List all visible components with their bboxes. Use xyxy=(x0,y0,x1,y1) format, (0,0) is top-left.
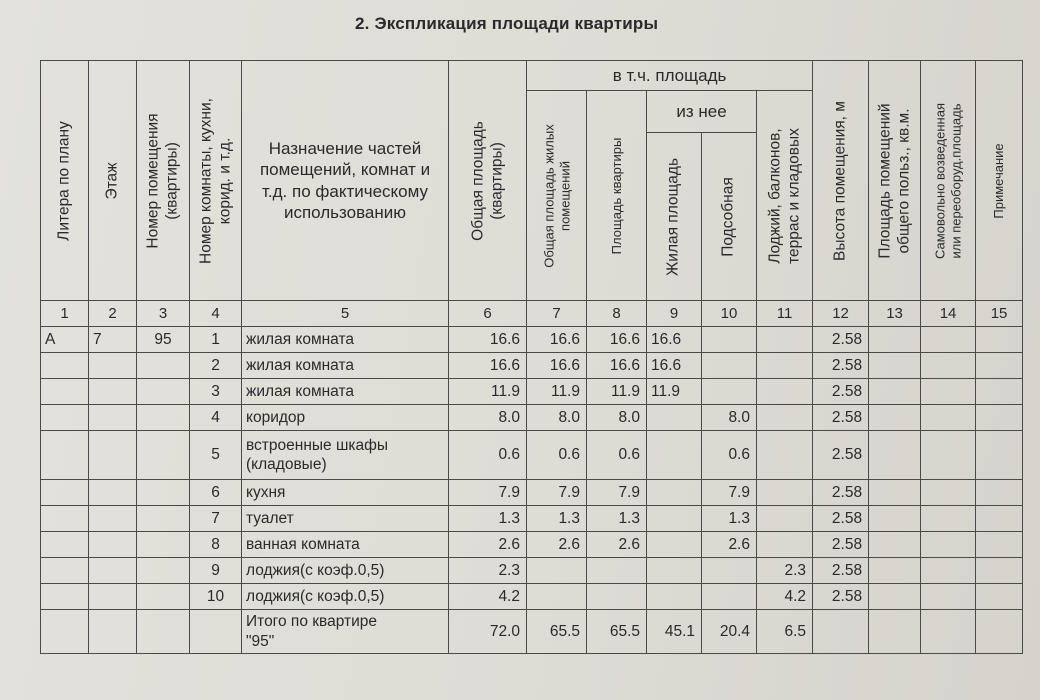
cell-obshchaya: 8.0 xyxy=(449,405,527,431)
table-row xyxy=(41,379,1023,405)
cell-obshchego-polz xyxy=(869,506,921,532)
cell-pomeshchenie: 95 xyxy=(137,327,190,353)
cell-naznachenie: туалет xyxy=(242,506,449,532)
cell-pomeshchenie xyxy=(137,558,190,584)
cell-pomeshchenie xyxy=(137,584,190,610)
cell-obshch-zhil xyxy=(527,584,587,610)
cell-obshch-zhil: 0.6 xyxy=(527,431,587,480)
cell-obshchego-polz xyxy=(869,480,921,506)
cell-obshchaya: 2.3 xyxy=(449,558,527,584)
cell-lodzhii: 4.2 xyxy=(757,584,813,610)
cell-naznachenie: жилая комната xyxy=(242,353,449,379)
cell-samovolno xyxy=(921,405,976,431)
cell-podsobnaya xyxy=(702,327,757,353)
header-etazh: Этаж xyxy=(89,61,137,301)
header-ploshchad-kvartiry: Площадь квартиры xyxy=(587,91,647,301)
cell-ploshchad-kv: 11.9 xyxy=(587,379,647,405)
cell-vysota: 2.58 xyxy=(813,558,869,584)
cell-komnata: 9 xyxy=(190,558,242,584)
cell-obshchaya: 0.6 xyxy=(449,431,527,480)
cell-lodzhii xyxy=(757,379,813,405)
cell-obshchaya: 16.6 xyxy=(449,327,527,353)
header-group-v-tch: в т.ч. площадь xyxy=(527,61,813,91)
cell-samovolno xyxy=(921,506,976,532)
cell-obshchaya: 11.9 xyxy=(449,379,527,405)
cell-litera xyxy=(41,480,89,506)
cell-primechanie xyxy=(976,558,1023,584)
cell-vysota: 2.58 xyxy=(813,584,869,610)
cell-obshch-zhil: 2.6 xyxy=(527,532,587,558)
cell-ploshchad-kv xyxy=(587,584,647,610)
cell-primechanie xyxy=(976,584,1023,610)
cell-komnata: 6 xyxy=(190,480,242,506)
cell-obshchaya: 2.6 xyxy=(449,532,527,558)
cell-podsobnaya: 0.6 xyxy=(702,431,757,480)
cell-lodzhii xyxy=(757,431,813,480)
cell-samovolno xyxy=(921,532,976,558)
table-row xyxy=(41,506,1023,532)
header-nomer-komnaty: Номер комнаты, кухни, корид. и т.д. xyxy=(190,61,242,301)
cell-vysota: 2.58 xyxy=(813,353,869,379)
cell-etazh xyxy=(89,431,137,480)
header-zhilaya: Жилая площадь xyxy=(647,133,702,301)
cell-pomeshchenie xyxy=(137,379,190,405)
cell-vysota: 2.58 xyxy=(813,532,869,558)
cell-etazh: 7 xyxy=(89,327,137,353)
table-row xyxy=(41,558,1023,584)
cell-obshchaya: 7.9 xyxy=(449,480,527,506)
cell-zhilaya xyxy=(647,431,702,480)
cell-obshchego-polz xyxy=(869,379,921,405)
cell-zhilaya xyxy=(647,584,702,610)
cell-lodzhii xyxy=(757,506,813,532)
cell-zhilaya xyxy=(647,506,702,532)
cell-litera xyxy=(41,506,89,532)
cell-komnata: 10 xyxy=(190,584,242,610)
cell-podsobnaya: 8.0 xyxy=(702,405,757,431)
cell-primechanie xyxy=(976,379,1023,405)
total-obshch-zhil: 65.5 xyxy=(527,610,587,654)
cell-primechanie xyxy=(976,532,1023,558)
cell-ploshchad-kv: 0.6 xyxy=(587,431,647,480)
cell-primechanie xyxy=(976,480,1023,506)
explication-table xyxy=(40,60,1023,654)
cell-podsobnaya xyxy=(702,379,757,405)
cell-obshchego-polz xyxy=(869,532,921,558)
cell-naznachenie: коридор xyxy=(242,405,449,431)
cell-litera xyxy=(41,405,89,431)
cell-komnata: 7 xyxy=(190,506,242,532)
cell-obshch-zhil: 16.6 xyxy=(527,353,587,379)
cell-obshchaya: 4.2 xyxy=(449,584,527,610)
table-row xyxy=(41,532,1023,558)
header-podsobnaya: Подсобная xyxy=(702,133,757,301)
cell-primechanie xyxy=(976,405,1023,431)
cell-primechanie xyxy=(976,431,1023,480)
cell-ploshchad-kv: 2.6 xyxy=(587,532,647,558)
table-row xyxy=(41,327,1023,353)
table-row xyxy=(41,480,1023,506)
header-primechanie: Примечание xyxy=(976,61,1023,301)
cell-komnata: 2 xyxy=(190,353,242,379)
cell-samovolno xyxy=(921,584,976,610)
cell-obshch-zhil: 1.3 xyxy=(527,506,587,532)
cell-etazh xyxy=(89,353,137,379)
cell-primechanie xyxy=(976,327,1023,353)
cell-etazh xyxy=(89,379,137,405)
document-title: 2. Экспликация площади квартиры xyxy=(355,14,659,33)
cell-pomeshchenie xyxy=(137,405,190,431)
total-ploshchad-kv: 65.5 xyxy=(587,610,647,654)
header-obshch-zhil: Общая площадь жилых помещений xyxy=(527,91,587,301)
cell-samovolno xyxy=(921,431,976,480)
cell-pomeshchenie xyxy=(137,506,190,532)
cell-ploshchad-kv xyxy=(587,558,647,584)
cell-zhilaya: 16.6 xyxy=(647,327,702,353)
cell-samovolno xyxy=(921,353,976,379)
cell-zhilaya: 11.9 xyxy=(647,379,702,405)
cell-litera xyxy=(41,532,89,558)
cell-ploshchad-kv: 8.0 xyxy=(587,405,647,431)
cell-zhilaya xyxy=(647,480,702,506)
cell-komnata: 1 xyxy=(190,327,242,353)
cell-pomeshchenie xyxy=(137,353,190,379)
cell-obshchego-polz xyxy=(869,353,921,379)
cell-vysota: 2.58 xyxy=(813,327,869,353)
cell-komnata: 8 xyxy=(190,532,242,558)
cell-vysota: 2.58 xyxy=(813,431,869,480)
header-obshchego-polz: Площадь помещений общего польз., кв.м. xyxy=(869,61,921,301)
cell-litera xyxy=(41,558,89,584)
header-vysota: Высота помещения, м xyxy=(813,61,869,301)
table-row xyxy=(41,431,1023,480)
cell-obshchego-polz xyxy=(869,584,921,610)
header-nomer-pomeshcheniya: Номер помещения (квартиры) xyxy=(137,61,190,301)
cell-komnata: 3 xyxy=(190,379,242,405)
cell-vysota: 2.58 xyxy=(813,506,869,532)
cell-litera xyxy=(41,379,89,405)
cell-pomeshchenie xyxy=(137,480,190,506)
cell-etazh xyxy=(89,584,137,610)
cell-naznachenie: кухня xyxy=(242,480,449,506)
cell-podsobnaya: 2.6 xyxy=(702,532,757,558)
cell-vysota: 2.58 xyxy=(813,405,869,431)
cell-obshchego-polz xyxy=(869,327,921,353)
cell-naznachenie: жилая комната xyxy=(242,327,449,353)
cell-podsobnaya xyxy=(702,558,757,584)
cell-naznachenie: жилая комната xyxy=(242,379,449,405)
cell-etazh xyxy=(89,405,137,431)
cell-lodzhii xyxy=(757,353,813,379)
cell-litera xyxy=(41,431,89,480)
total-lodzhii: 6.5 xyxy=(757,610,813,654)
total-podsobnaya: 20.4 xyxy=(702,610,757,654)
cell-etazh xyxy=(89,532,137,558)
cell-komnata: 4 xyxy=(190,405,242,431)
cell-ploshchad-kv: 1.3 xyxy=(587,506,647,532)
cell-litera xyxy=(41,353,89,379)
table-row xyxy=(41,353,1023,379)
cell-primechanie xyxy=(976,506,1023,532)
cell-naznachenie: лоджия(с коэф.0,5) xyxy=(242,584,449,610)
header-group-iz-nee: из нее xyxy=(647,91,757,133)
cell-obshchego-polz xyxy=(869,405,921,431)
total-label: Итого по квартире "95" xyxy=(242,610,449,654)
cell-obshchaya: 1.3 xyxy=(449,506,527,532)
cell-obshch-zhil xyxy=(527,558,587,584)
cell-pomeshchenie xyxy=(137,532,190,558)
cell-vysota: 2.58 xyxy=(813,480,869,506)
total-zhilaya: 45.1 xyxy=(647,610,702,654)
cell-lodzhii xyxy=(757,405,813,431)
total-obshchaya: 72.0 xyxy=(449,610,527,654)
cell-etazh xyxy=(89,506,137,532)
cell-obshch-zhil: 11.9 xyxy=(527,379,587,405)
cell-primechanie xyxy=(976,353,1023,379)
cell-naznachenie: ванная комната xyxy=(242,532,449,558)
cell-ploshchad-kv: 16.6 xyxy=(587,327,647,353)
header-samovolno: Самовольно возведенная или переоборуд.площадь xyxy=(921,61,976,301)
cell-naznachenie: встроенные шкафы (кладовые) xyxy=(242,431,449,480)
table-body xyxy=(41,327,1023,610)
cell-litera: А xyxy=(41,327,89,353)
cell-samovolno xyxy=(921,558,976,584)
cell-lodzhii xyxy=(757,327,813,353)
cell-obshch-zhil: 7.9 xyxy=(527,480,587,506)
cell-obshchego-polz xyxy=(869,431,921,480)
cell-komnata: 5 xyxy=(190,431,242,480)
cell-samovolno xyxy=(921,480,976,506)
cell-zhilaya xyxy=(647,405,702,431)
cell-zhilaya xyxy=(647,532,702,558)
cell-obshchego-polz xyxy=(869,558,921,584)
cell-ploshchad-kv: 16.6 xyxy=(587,353,647,379)
total-row xyxy=(41,610,1023,654)
cell-podsobnaya xyxy=(702,584,757,610)
header-lodzhii: Лоджий, балконов, террас и кладовых xyxy=(757,91,813,301)
cell-podsobnaya: 1.3 xyxy=(702,506,757,532)
header-naznachenie: Назначение частей помещений, комнат и т.д. по фактическому использованию xyxy=(242,61,449,301)
cell-pomeshchenie xyxy=(137,431,190,480)
cell-podsobnaya xyxy=(702,353,757,379)
table-row xyxy=(41,584,1023,610)
cell-litera xyxy=(41,584,89,610)
cell-obshch-zhil: 16.6 xyxy=(527,327,587,353)
header-obshchaya-ploshchad: Общая площадь (квартиры) xyxy=(449,61,527,301)
cell-obshch-zhil: 8.0 xyxy=(527,405,587,431)
cell-zhilaya xyxy=(647,558,702,584)
column-numbers-row: 1 2 3 4 5 6 7 8 9 10 11 12 13 14 15 xyxy=(41,301,1023,327)
cell-podsobnaya: 7.9 xyxy=(702,480,757,506)
cell-etazh xyxy=(89,558,137,584)
cell-samovolno xyxy=(921,379,976,405)
cell-lodzhii: 2.3 xyxy=(757,558,813,584)
cell-etazh xyxy=(89,480,137,506)
header-litera: Литера по плану xyxy=(41,61,89,301)
cell-zhilaya: 16.6 xyxy=(647,353,702,379)
cell-ploshchad-kv: 7.9 xyxy=(587,480,647,506)
cell-naznachenie: лоджия(с коэф.0,5) xyxy=(242,558,449,584)
table-row xyxy=(41,405,1023,431)
cell-lodzhii xyxy=(757,480,813,506)
cell-vysota: 2.58 xyxy=(813,379,869,405)
cell-obshchaya: 16.6 xyxy=(449,353,527,379)
cell-lodzhii xyxy=(757,532,813,558)
cell-samovolno xyxy=(921,327,976,353)
